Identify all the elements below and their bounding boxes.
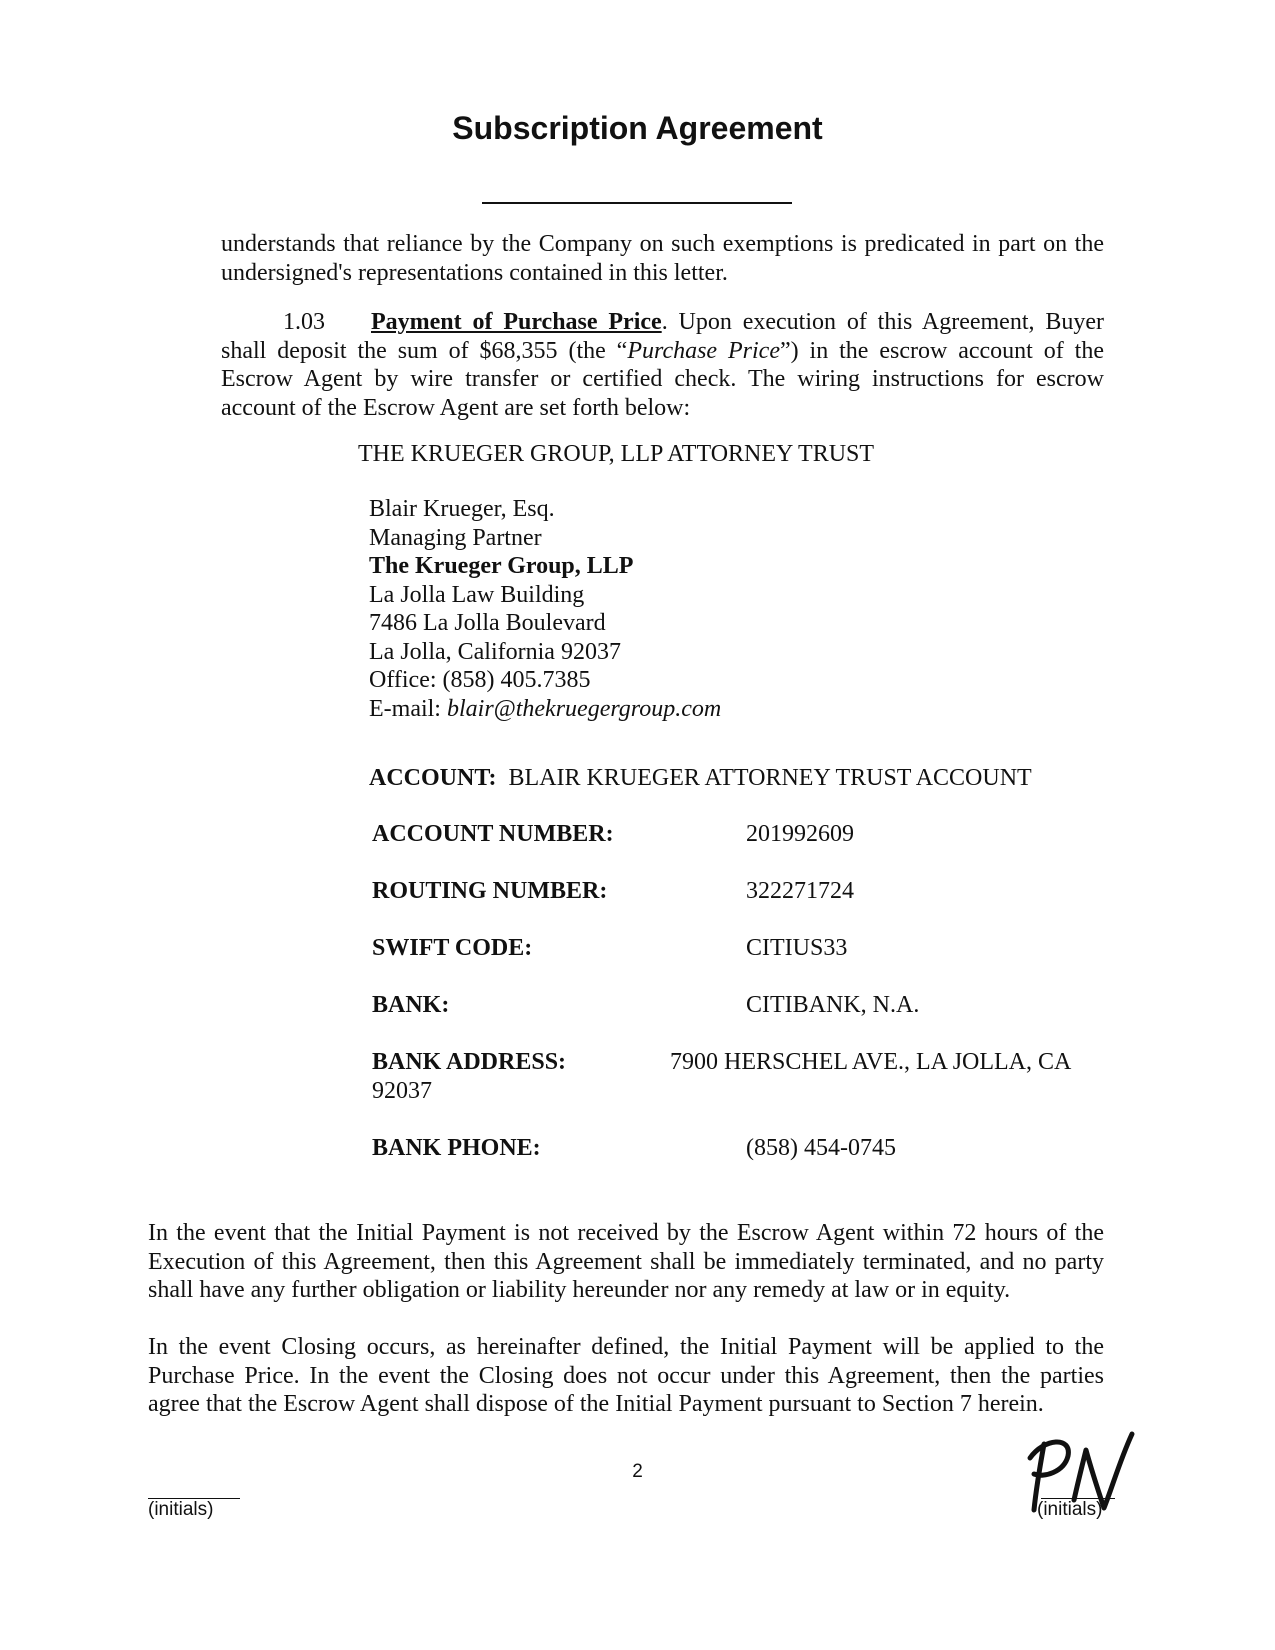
section-number: 1.03 xyxy=(283,309,325,335)
bank-label: BANK: xyxy=(372,992,450,1018)
section-text-b: ”) in the escrow account of the Escrow Agent by wire transfer or certified check. The wiring instructions for escrow account of the Escrow Agent are set forth below: xyxy=(221,337,1104,421)
bank-address-zip: 92037 xyxy=(372,1078,432,1104)
handwritten-initials-signature xyxy=(1022,1428,1152,1523)
page-number: 2 xyxy=(632,1461,643,1482)
routing-number-label: ROUTING NUMBER: xyxy=(372,878,608,904)
swift-code-label: SWIFT CODE: xyxy=(372,935,533,961)
closing-paragraph: In the event Closing occurs, as hereinafter defined, the Initial Payment will be applied to the Purchase Price. In the event the Closing does not occur under this Agreement, then the parties agree that the Escrow Agent shall dispose of the Initial Payment pursuant to Section 7 herein. xyxy=(148,1334,1104,1417)
contact-building: La Jolla Law Building xyxy=(369,581,585,608)
section-heading: Payment of Purchase Price xyxy=(371,309,662,335)
bank-phone-value: (858) 454-0745 xyxy=(746,1135,896,1161)
bank-address-value: 7900 HERSCHEL AVE., LA JOLLA, CA xyxy=(670,1049,1072,1075)
contact-city: La Jolla, California 92037 xyxy=(369,638,621,665)
initials-label-left: (initials) xyxy=(148,1499,214,1520)
termination-paragraph: In the event that the Initial Payment is not received by the Escrow Agent within 72 hours of the Execution of this Agreement, then this Agreement shall be immediately terminated, and no party shall have any further obligation or liability hereunder nor any remedy at law or in equity. xyxy=(148,1220,1104,1303)
purchase-price-term: Purchase Price xyxy=(627,337,780,364)
bank-value: CITIBANK, N.A. xyxy=(746,992,920,1018)
account-label: ACCOUNT: xyxy=(369,765,497,791)
account-value: BLAIR KRUEGER ATTORNEY TRUST ACCOUNT xyxy=(508,765,1032,791)
routing-number-value: 322271724 xyxy=(746,878,854,904)
email-link[interactable]: blair@thekruegergroup.com xyxy=(446,695,722,722)
contact-office-phone: Office: (858) 405.7385 xyxy=(369,667,591,693)
trust-name: THE KRUEGER GROUP, LLP ATTORNEY TRUST xyxy=(358,441,875,467)
contact-role: Managing Partner xyxy=(369,524,542,551)
swift-code-value: CITIUS33 xyxy=(746,935,848,961)
section-text-a: . Upon execution of this Agreement, Buyer shall deposit the sum of $68,355 (the “ xyxy=(221,309,1104,364)
contact-street: 7486 La Jolla Boulevard xyxy=(369,610,606,636)
account-number-value: 201992609 xyxy=(746,821,854,847)
email-label: E-mail: xyxy=(369,695,447,722)
bank-address-label: BANK ADDRESS: xyxy=(372,1049,567,1075)
continuation-paragraph: understands that reliance by the Company on such exemptions is predicated in part on the undersigned's representations contained in this letter. xyxy=(221,231,1104,286)
page-title: Subscription Agreement xyxy=(452,110,823,146)
bank-phone-label: BANK PHONE: xyxy=(372,1135,541,1161)
account-number-label: ACCOUNT NUMBER: xyxy=(372,821,614,847)
contact-firm: The Krueger Group, LLP xyxy=(369,553,634,579)
contact-name: Blair Krueger, Esq. xyxy=(369,496,555,522)
initials-left xyxy=(148,1498,240,1521)
initials-label-right: (initials) xyxy=(1037,1499,1103,1520)
